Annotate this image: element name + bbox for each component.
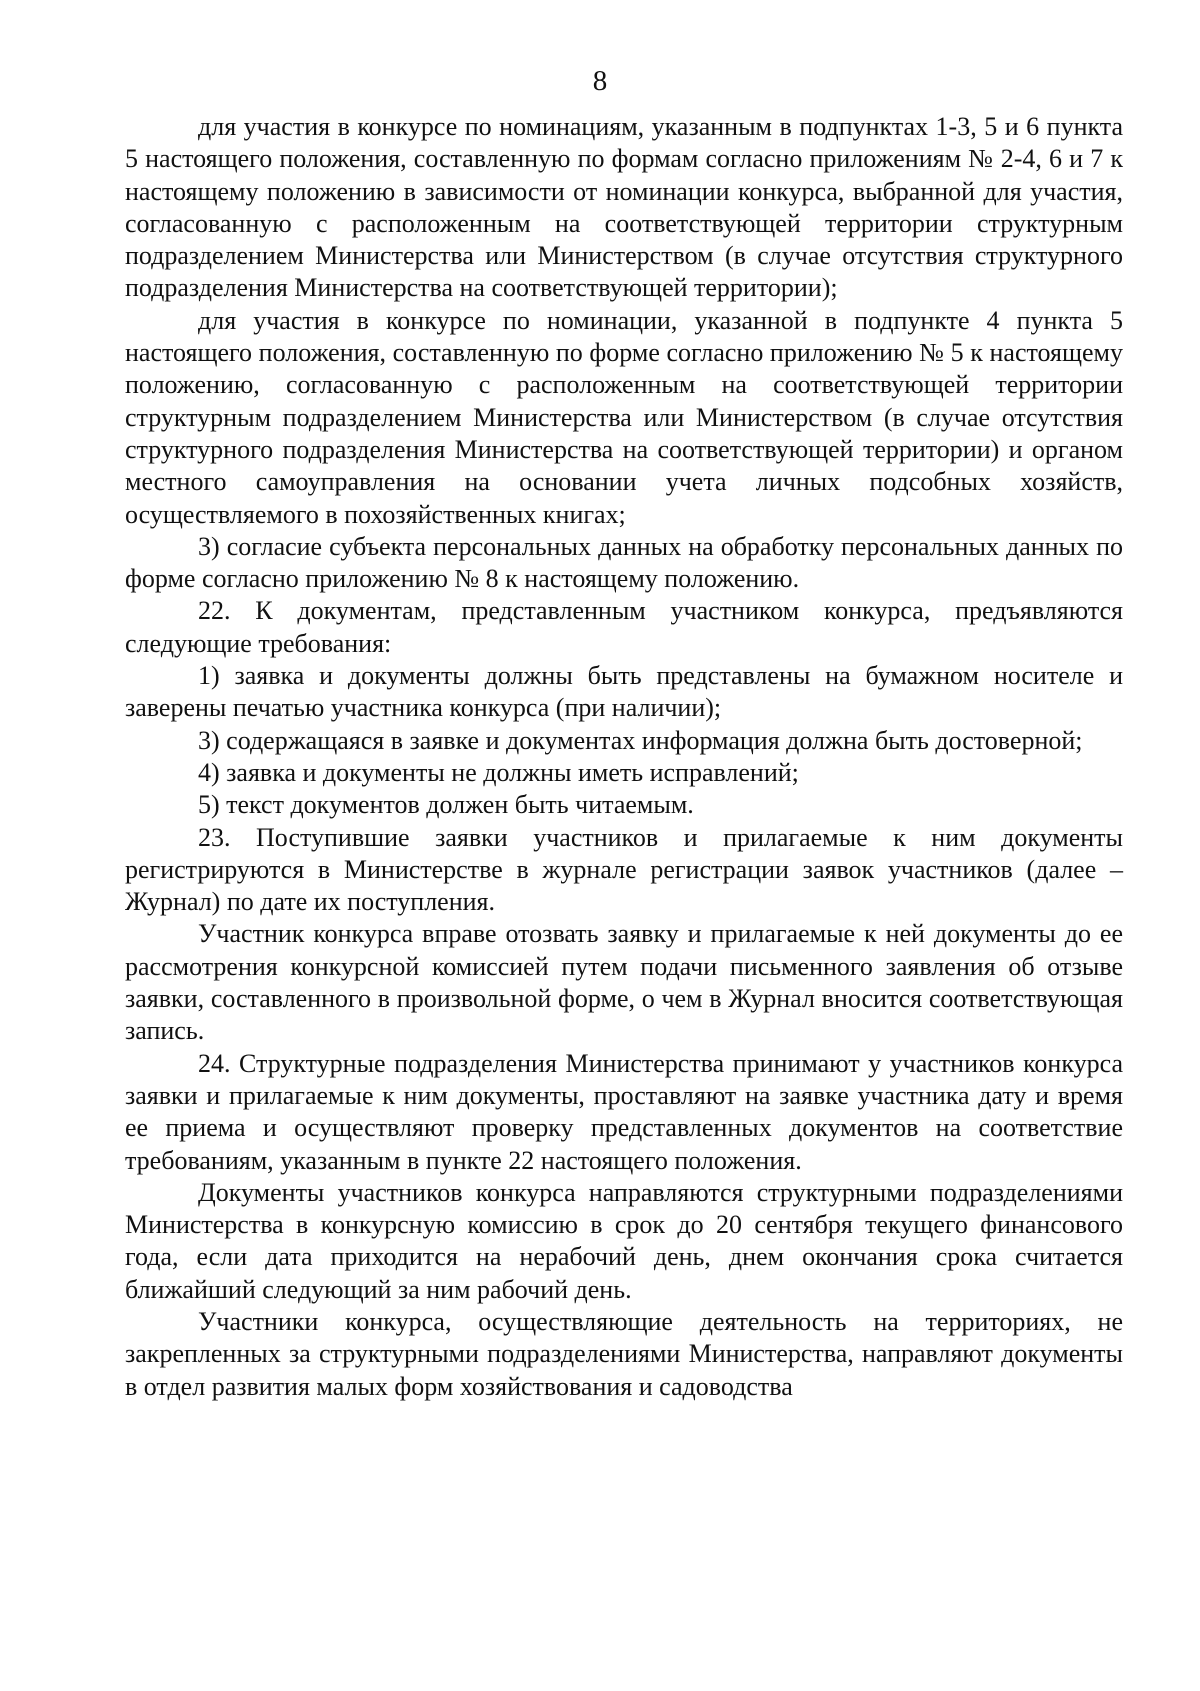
page-number: 8 bbox=[592, 65, 608, 97]
paragraph-clause-24: 24. Структурные подразделения Министерства принимают у участников конкурса заявки и прилагаемые к ним документы, проставляют на заявке участника дату и время ее приема и осуществляют проверку представленных документов на соответствие требованиям, указанным в пункте 22 настоящего положения. bbox=[125, 1048, 1123, 1175]
paragraph-requirement-1: 1) заявка и документы должны быть представлены на бумажном носителе и заверены печатью участника конкурса (при наличии); bbox=[125, 661, 1123, 723]
paragraph-item-3-personal-data-consent: 3) согласие субъекта персональных данных на обработку персональных данных по форме согласно приложению № 8 к настоящему положению. bbox=[125, 531, 1123, 594]
paragraph-application-nominations-1-3-5-6: для участия в конкурсе по номинациям, указанным в подпунктах 1-3, 5 и 6 пункта 5 настоящего положения, составленную по формам согласно приложениям № 2-4, 6 и 7 к настоящему положению в зависимости от номинации конкурса, выбранной для участия, согласованную с расположенным на соответствующей территории структурным подразделением Министерства или Министерством (в случае отсутствия структурного подразделения Министерства на соответствующей территории); bbox=[125, 112, 1123, 303]
paragraph-requirement-4: 4) заявка и документы не должны иметь исправлений; bbox=[198, 757, 799, 787]
paragraph-unassigned-territories: Участники конкурса, осуществляющие деятельность на территориях, не закрепленных за структурными подразделениями Министерства, направляют документы в отдел развития малых форм хозяйствования и садоводства bbox=[125, 1306, 1123, 1401]
paragraph-withdrawal: Участник конкурса вправе отозвать заявку и прилагаемые к ней документы до ее рассмотрения конкурсной комиссией путем подачи письменного заявления об отзыве заявки, составленного в произвольной форме, о чем в Журнал вносится соответствующая запись. bbox=[125, 919, 1123, 1046]
paragraph-clause-22: 22. К документам, представленным участником конкурса, предъявляются следующие требования: bbox=[125, 596, 1123, 658]
paragraph-documents-deadline: Документы участников конкурса направляются структурными подразделениями Министерства в конкурсную комиссию в срок до 20 сентября текущего финансового года, если дата приходится на нерабочий день, днем окончания срока считается ближайший следующий за ним рабочий день. bbox=[125, 1177, 1123, 1304]
paragraph-requirement-3: 3) содержащаяся в заявке и документах информация должна быть достоверной; bbox=[198, 725, 1083, 755]
paragraph-application-nomination-4: для участия в конкурсе по номинации, указанной в подпункте 4 пункта 5 настоящего положения, составленную по форме согласно приложению № 5 к настоящему положению, согласованную с расположенным на соответствующей территории структурным подразделением Министерства или Министерством (в случае отсутствия структурного подразделения Министерства на соответствующей территории) и органом местного самоуправления на основании учета личных подсобных хозяйств, осуществляемого в похозяйственных книгах; bbox=[125, 305, 1123, 529]
paragraph-requirement-5: 5) текст документов должен быть читаемым. bbox=[198, 790, 694, 820]
paragraph-clause-23: 23. Поступившие заявки участников и прилагаемые к ним документы регистрируются в Министерстве в журнале регистрации заявок участников (далее – Журнал) по дате их поступления. bbox=[125, 822, 1123, 917]
document-body bbox=[125, 111, 1123, 1403]
